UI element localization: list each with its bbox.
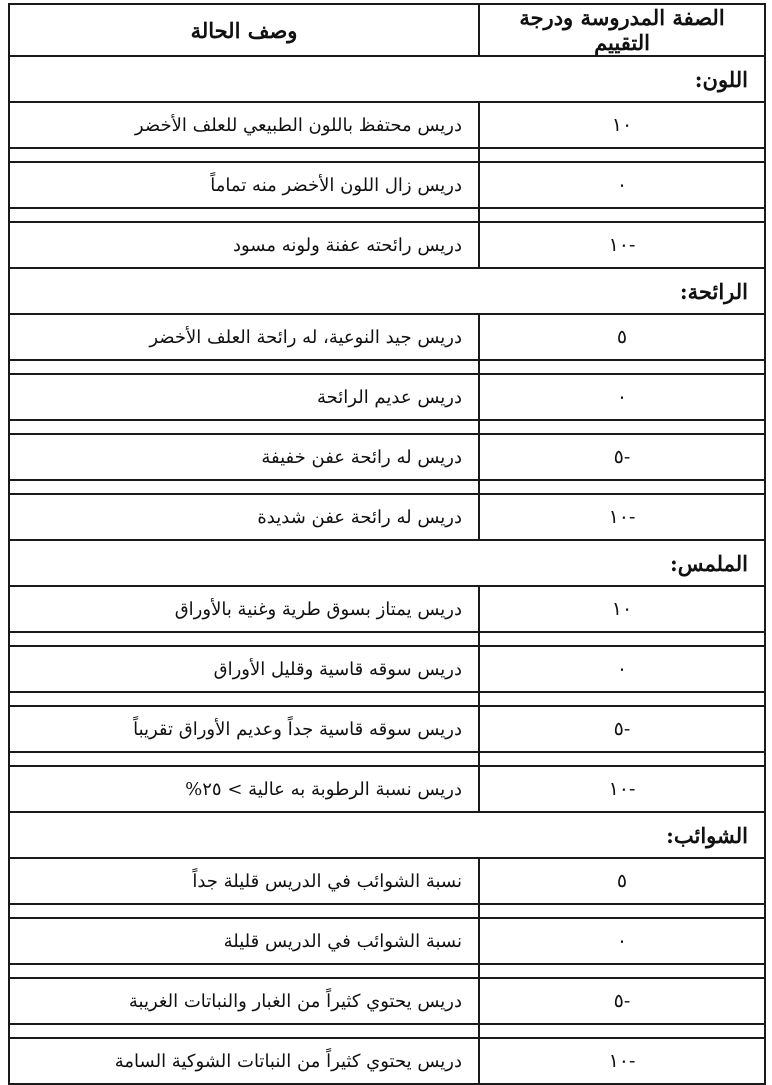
table-row (9, 434, 765, 480)
row-gap-cell (9, 904, 479, 918)
section-header-row (9, 56, 765, 102)
section-title: الملمس: (9, 540, 765, 586)
table-row (9, 102, 765, 148)
section-header-row (9, 540, 765, 586)
score-value: -١٠ (608, 506, 636, 528)
description-cell: نسبة الشوائب في الدريس قليلة جداً (9, 858, 479, 904)
table-row (9, 918, 765, 964)
row-gap (9, 360, 765, 374)
score-cell (479, 222, 765, 268)
score-value: ٠ (616, 930, 628, 952)
row-gap-cell (479, 752, 765, 766)
score-value: ٥ (616, 326, 628, 348)
description-cell: نسبة الشوائب في الدريس قليلة (9, 918, 479, 964)
score-cell (479, 858, 765, 904)
score-value: -١٠ (608, 1050, 636, 1072)
table-row (9, 586, 765, 632)
row-gap-cell (9, 692, 479, 706)
row-gap (9, 904, 765, 918)
score-cell (479, 374, 765, 420)
description-cell: دريس يمتاز بسوق طرية وغنية بالأوراق (9, 586, 479, 632)
table-row (9, 646, 765, 692)
header-attribute-score: الصفة المدروسة ودرجة التقييم (479, 4, 765, 56)
description-cell: دريس يحتوي كثيراً من النباتات الشوكية السامة (9, 1038, 479, 1084)
row-gap-cell (9, 632, 479, 646)
row-gap-cell (9, 360, 479, 374)
description-cell: دريس سوقه قاسية وقليل الأوراق (9, 646, 479, 692)
row-gap (9, 692, 765, 706)
row-gap-cell (9, 420, 479, 434)
description-cell: دريس محتفظ باللون الطبيعي للعلف الأخضر (9, 102, 479, 148)
row-gap-cell (9, 1024, 479, 1038)
table-row (9, 858, 765, 904)
hay-quality-table (8, 3, 766, 1085)
score-cell (479, 162, 765, 208)
score-cell (479, 978, 765, 1024)
description-cell: دريس يحتوي كثيراً من الغبار والنباتات الغريبة (9, 978, 479, 1024)
section-header-row (9, 268, 765, 314)
table-header-row (9, 4, 765, 56)
row-gap (9, 1024, 765, 1038)
row-gap (9, 148, 765, 162)
table-row (9, 1038, 765, 1084)
score-value: ٠ (616, 386, 628, 408)
table-row (9, 494, 765, 540)
row-gap-cell (479, 420, 765, 434)
row-gap-cell (9, 480, 479, 494)
score-cell (479, 918, 765, 964)
row-gap (9, 208, 765, 222)
section-title: الرائحة: (9, 268, 765, 314)
description-cell: دريس له رائحة عفن شديدة (9, 494, 479, 540)
row-gap-cell (479, 360, 765, 374)
score-value: ٥ (616, 870, 628, 892)
score-value: -٥ (613, 718, 631, 740)
row-gap-cell (479, 1024, 765, 1038)
score-value: -١٠ (608, 778, 636, 800)
section-title: اللون: (9, 56, 765, 102)
table-row (9, 978, 765, 1024)
description-cell: دريس جيد النوعية، له رائحة العلف الأخضر (9, 314, 479, 360)
description-cell: دريس له رائحة عفن خفيفة (9, 434, 479, 480)
score-cell (479, 494, 765, 540)
table-row (9, 374, 765, 420)
score-value: -٥ (613, 990, 631, 1012)
hay-quality-table-page (8, 3, 764, 1085)
score-value: ٠ (616, 174, 628, 196)
section-title: الشوائب: (9, 812, 765, 858)
score-value: ١٠ (611, 598, 633, 620)
score-value: -٥ (613, 446, 631, 468)
description-cell: دريس زال اللون الأخضر منه تماماً (9, 162, 479, 208)
row-gap (9, 420, 765, 434)
row-gap-cell (479, 904, 765, 918)
row-gap-cell (479, 480, 765, 494)
score-cell (479, 102, 765, 148)
table-row (9, 222, 765, 268)
row-gap-cell (479, 148, 765, 162)
description-cell: دريس رائحته عفنة ولونه مسود (9, 222, 479, 268)
header-description: وصف الحالة (9, 4, 479, 56)
row-gap (9, 480, 765, 494)
description-cell: دريس عديم الرائحة (9, 374, 479, 420)
row-gap (9, 632, 765, 646)
score-cell (479, 1038, 765, 1084)
table-row (9, 314, 765, 360)
row-gap-cell (479, 964, 765, 978)
score-cell (479, 646, 765, 692)
row-gap-cell (9, 148, 479, 162)
table-row (9, 706, 765, 752)
section-header-row (9, 812, 765, 858)
description-cell: دريس نسبة الرطوبة به عالية > ٢٥% (9, 766, 479, 812)
score-value: ١٠ (611, 114, 633, 136)
score-cell (479, 586, 765, 632)
score-value: -١٠ (608, 234, 636, 256)
score-cell (479, 434, 765, 480)
table-row (9, 766, 765, 812)
score-cell (479, 706, 765, 752)
row-gap (9, 752, 765, 766)
row-gap (9, 964, 765, 978)
row-gap-cell (9, 208, 479, 222)
table-row (9, 162, 765, 208)
description-cell: دريس سوقه قاسية جداً وعديم الأوراق تقريباً (9, 706, 479, 752)
row-gap-cell (9, 964, 479, 978)
row-gap-cell (479, 208, 765, 222)
row-gap-cell (479, 632, 765, 646)
row-gap-cell (9, 752, 479, 766)
score-cell (479, 766, 765, 812)
row-gap-cell (479, 692, 765, 706)
score-value: ٠ (616, 658, 628, 680)
score-cell (479, 314, 765, 360)
